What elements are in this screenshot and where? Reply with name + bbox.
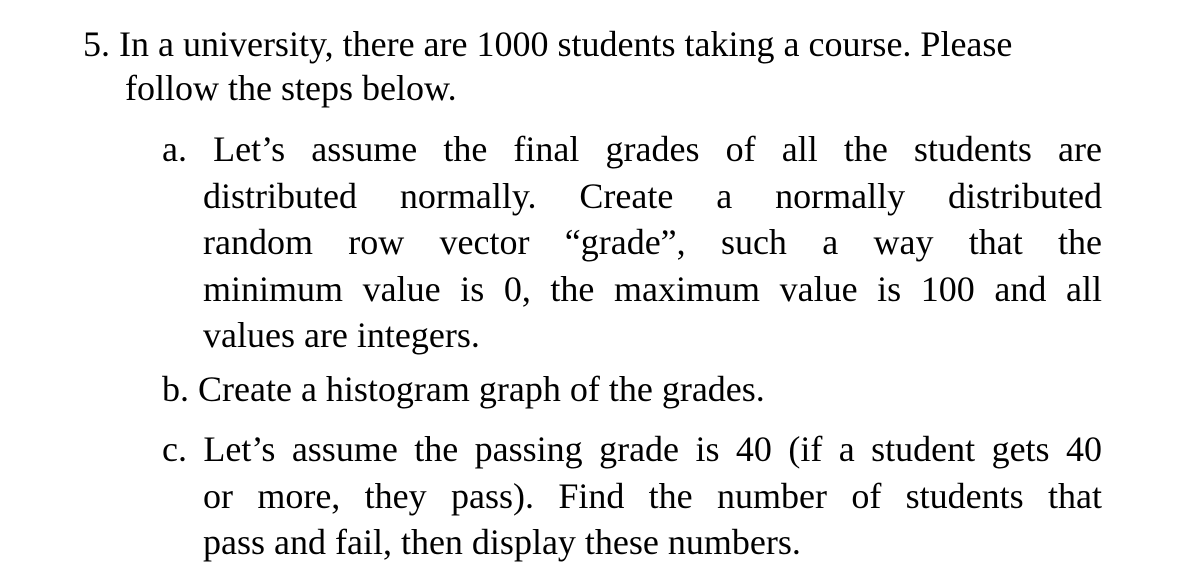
part-a-line-1: a. Let’s assume the final grades of all the students are xyxy=(162,129,1102,169)
part-a-line-5: values are integers. xyxy=(203,315,480,355)
part-c xyxy=(162,426,1102,566)
part-a-line-4: minimum value is 0, the maximum value is 100 and all xyxy=(203,268,1102,309)
question-text-line-2: follow the steps below. xyxy=(125,68,457,108)
question-text-line-1: 5. In a university, there are 1000 students taking a course. Please xyxy=(83,24,1013,64)
part-c-line-1: c. Let’s assume the passing grade is 40 (if a student gets 40 xyxy=(162,429,1102,469)
part-b-line-1: b. Create a histogram graph of the grades. xyxy=(162,369,765,409)
part-a-line-2: distributed normally. Create a normally distributed xyxy=(203,175,1102,216)
part-c-line-2: or more, they pass). Find the number of students that xyxy=(203,475,1102,516)
part-a-line-3: random row vector “grade”, such a way that the xyxy=(203,222,1102,262)
question-5 xyxy=(83,22,1103,110)
part-a xyxy=(162,126,1102,359)
part-c-line-3: pass and fail, then display these numbers. xyxy=(203,522,801,562)
part-b xyxy=(162,366,1102,413)
